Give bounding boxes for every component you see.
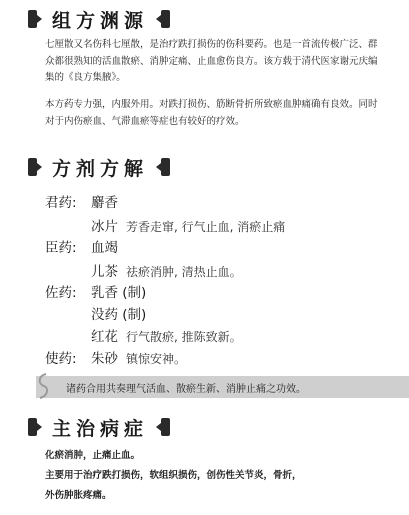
role-label-zuo: 佐药: [45,285,77,301]
origin-paragraph-2: 本方药专力强，内服外用。对跌打损伤、筋断骨折所致瘀血肿痛确有良效。同时对于内伤瘀血、气滞血瘀等症也有较好的疗效。 [45,99,378,127]
formula-row [91,260,242,280]
formula-row [91,303,154,323]
herb-name: 朱砂 [91,351,118,367]
herb-effect: 行气散瘀, 推陈致新。 [126,330,242,344]
herb-name: 儿茶 [91,264,118,280]
section-title-origin: 组方渊源 [52,9,149,32]
herb-effect: 镇惊安神。 [126,352,187,366]
formula-row [45,281,154,301]
herb-name: 红花 [91,329,118,345]
indication-line: 主要用于治疗跌打损伤，软组织损伤，创伤性关节炎，骨折， [45,470,302,481]
herb-name: 乳香 (制) [91,285,147,301]
left-bracket-icon [28,416,42,438]
formula-row [91,325,242,345]
herb-name: 血竭 [91,240,118,256]
formula-row [45,347,186,367]
section-header-origin [28,6,170,32]
section-header-analysis [28,154,170,180]
left-bracket-icon [28,8,42,30]
right-bracket-icon [156,8,170,30]
herb-effect: 祛瘀消肿, 清热止血。 [126,265,242,279]
scroll-curl-icon [36,372,50,400]
indication-line: 化瘀消肿，止痛止血。 [45,450,141,461]
origin-paragraph-1: 七厘散又名伤科七厘散，是治疗跌打损伤的伤科要药。也是一首流传极广泛、群众都很熟知的活血散瘀、消肿定痛、止血愈伤良方。该方载于清代医家谢元庆编集的《良方集腋》。 [45,39,378,83]
right-bracket-icon [156,156,170,178]
role-label-jun: 君药: [45,195,77,211]
left-bracket-icon [28,156,42,178]
right-bracket-icon [156,416,170,438]
formula-row [45,236,126,256]
formula-row [45,191,126,211]
indication-line: 外伤肿胀疼痛。 [45,490,112,501]
role-label-shi: 使药: [45,351,77,367]
formula-row [91,215,285,235]
section-title-indications: 主治病症 [52,417,149,440]
summary-text: 诸药合用共奏理气活血、散瘀生新、消肿止痛之功效。 [66,384,306,395]
herb-name: 麝香 [91,195,118,211]
section-title-analysis: 方剂方解 [52,157,149,180]
herb-name: 没药 (制) [91,307,147,323]
section-header-indications [28,414,170,440]
herb-name: 冰片 [91,219,118,235]
role-label-chen: 臣药: [45,240,77,256]
herb-effect: 芳香走窜, 行气止血, 消瘀止痛 [126,220,286,234]
